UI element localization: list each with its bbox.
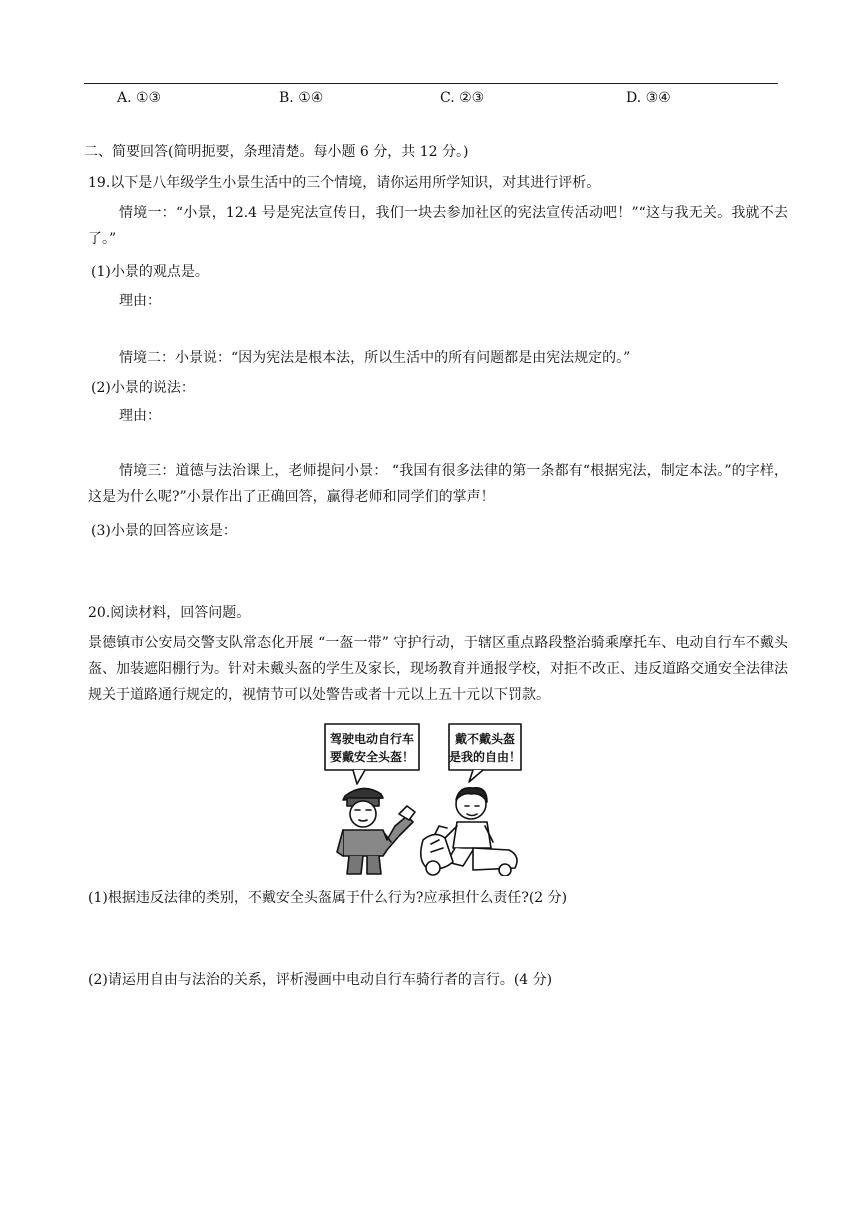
q19-scene3: 情境三：道德与法治课上，老师提问小景： “我国有很多法律的第一条都有“根据宪法，制定本法。”的字样，这是为什么呢?”小景作出了正确回答，赢得老师和同学们的掌声！	[88, 463, 788, 505]
bubble-left-tail	[353, 770, 365, 784]
helmet-cartoon	[323, 722, 523, 876]
bubble-right-tail	[469, 770, 483, 782]
bubble-left-line1: 驾驶电动自行车	[329, 732, 415, 746]
q19-scene1: 情境一：“小景，12.4 号是宪法宣传日，我们一块去参加社区的宪法宣传活动吧！”“这与我无关。我就不去了。”	[88, 205, 788, 247]
q20-sub1: (1)根据违反法律的类别，不戴安全头盔属于什么行为?应承担什么责任?(2 分)	[88, 890, 568, 906]
q19-stem: 19.以下是八年级学生小景生活中的三个情境，请你运用所学知识，对其进行评析。	[88, 175, 601, 191]
q19-reason2: 理由：	[119, 408, 161, 424]
option-c: C. ②③	[440, 90, 485, 106]
q19-sub1: (1)小景的观点是。	[91, 264, 209, 280]
top-rule	[84, 83, 778, 84]
q19-scene2: 情境二：小景说：“因为宪法是根本法，所以生活中的所有问题都是由宪法规定的。”	[119, 350, 631, 366]
bubble-left-line2: 要戴安全头盔！	[329, 750, 415, 764]
option-d: D. ③④	[626, 90, 671, 106]
q20-stem: 20.阅读材料，回答问题。	[88, 605, 251, 621]
section-heading: 二、简要回答(简明扼要，条理清楚。每小题 6 分，共 12 分。)	[84, 144, 469, 160]
option-a: A. ①③	[117, 90, 162, 106]
q20-material: 景德镇市公安局交警支队常态化开展 “一盔一带” 守护行动，于辖区重点路段整治骑乘摩托车、电动自行车不戴头盔、加装遮阳棚行为。针对未戴头盔的学生及家长，现场教育并通报学校，对拒不改正、违反道路交通安全法律法规关于道路通行规定的，视情节可以处警告或者十元以上五十元以下罚款。	[88, 635, 788, 703]
option-b: B. ①④	[279, 90, 324, 106]
bubble-right-line2: 是我的自由！	[448, 750, 522, 764]
q20-sub2: (2)请运用自由与法治的关系，评析漫画中电动自行车骑行者的言行。(4 分)	[88, 972, 553, 988]
q19-sub2: (2)小景的说法：	[91, 380, 195, 396]
q19-reason1: 理由：	[119, 293, 161, 309]
police-officer	[337, 788, 415, 874]
bubble-right-line1: 戴不戴头盔	[454, 732, 516, 746]
q19-sub3: (3)小景的回答应该是：	[91, 523, 237, 539]
